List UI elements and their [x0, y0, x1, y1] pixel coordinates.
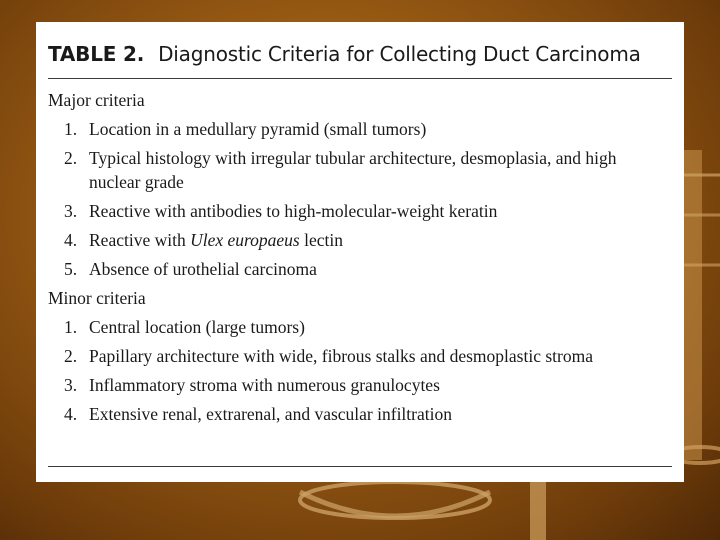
ulex-europaeus-italic: Ulex europaeus [190, 230, 300, 250]
major-criterion-4: 4. Reactive with Ulex europaeus lectin [64, 230, 343, 250]
major-criteria-list [48, 115, 672, 284]
table-title [48, 42, 641, 66]
major-criterion-5: 5. Absence of urothelial carcinoma [64, 259, 317, 279]
major-criterion-3: 3. Reactive with antibodies to high-molecular-weight keratin [64, 201, 498, 221]
criteria-list [48, 86, 672, 429]
major-criterion-2: 2. Typical histology with irregular tubular architecture, desmoplasia, and high nuclear grade [64, 148, 617, 192]
top-rule [48, 78, 672, 79]
minor-criteria-heading: Minor criteria [48, 288, 146, 308]
major-criterion-1: 1. Location in a medullary pyramid (small tumors) [64, 119, 427, 139]
minor-criterion-1: 1. Central location (large tumors) [64, 317, 305, 337]
minor-criterion-4: 4. Extensive renal, extrarenal, and vascular infiltration [64, 404, 452, 424]
bottom-rule [48, 466, 672, 467]
major-criteria-heading: Major criteria [48, 90, 145, 110]
minor-criterion-2: 2. Papillary architecture with wide, fibrous stalks and desmoplastic stroma [64, 346, 593, 366]
minor-criteria-list [48, 313, 672, 429]
table-panel [36, 22, 684, 482]
minor-criterion-3: 3. Inflammatory stroma with numerous granulocytes [64, 375, 440, 395]
table-label: TABLE 2. [48, 42, 145, 66]
table-caption: Diagnostic Criteria for Collecting Duct Carcinoma [158, 42, 641, 66]
